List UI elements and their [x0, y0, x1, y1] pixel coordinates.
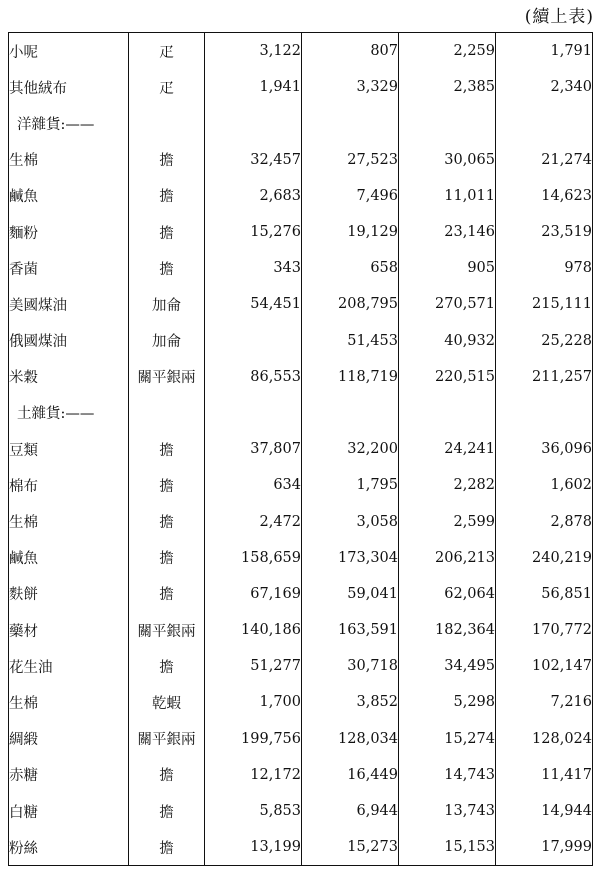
unit-cell: 擔 — [129, 829, 205, 866]
value-col2-cell: 7,496 — [302, 178, 399, 214]
unit-cell: 疋 — [129, 33, 205, 70]
item-name-cell: 生棉 — [9, 503, 129, 539]
value-col4-cell: 23,519 — [496, 214, 593, 250]
item-name-cell: 豆類 — [9, 431, 129, 467]
value-col1-cell: 37,807 — [205, 431, 302, 467]
value-col2-cell: 658 — [302, 250, 399, 286]
value-col2-cell — [302, 105, 399, 141]
table-row — [9, 214, 593, 250]
item-name-cell: 生棉 — [9, 684, 129, 720]
value-col3-cell: 24,241 — [399, 431, 496, 467]
table-row — [9, 323, 593, 359]
value-col3-cell: 206,213 — [399, 540, 496, 576]
unit-cell: 加侖 — [129, 286, 205, 322]
unit-cell: 擔 — [129, 648, 205, 684]
value-col2-cell — [302, 395, 399, 431]
table-row — [9, 540, 593, 576]
item-name-cell: 白糖 — [9, 793, 129, 829]
item-name-cell: 其他絨布 — [9, 69, 129, 105]
value-col3-cell: 2,259 — [399, 33, 496, 70]
value-col2-cell: 3,058 — [302, 503, 399, 539]
value-col2-cell: 163,591 — [302, 612, 399, 648]
unit-cell: 擔 — [129, 178, 205, 214]
section-label: 洋雜貨:—— — [9, 105, 129, 141]
unit-cell: 擔 — [129, 467, 205, 503]
unit-cell: 擔 — [129, 214, 205, 250]
value-col3-cell: 220,515 — [399, 359, 496, 395]
value-col3-cell: 2,599 — [399, 503, 496, 539]
unit-cell: 關平銀兩 — [129, 359, 205, 395]
item-name-cell: 俄國煤油 — [9, 323, 129, 359]
value-col2-cell: 32,200 — [302, 431, 399, 467]
unit-cell: 擔 — [129, 142, 205, 178]
value-col3-cell: 2,282 — [399, 467, 496, 503]
table-row — [9, 178, 593, 214]
value-col2-cell: 19,129 — [302, 214, 399, 250]
value-col2-cell: 1,795 — [302, 467, 399, 503]
item-name-cell: 棉布 — [9, 467, 129, 503]
table-row — [9, 757, 593, 793]
unit-cell — [129, 105, 205, 141]
table-row — [9, 684, 593, 720]
trade-table — [8, 32, 593, 866]
table-row — [9, 612, 593, 648]
table-row — [9, 793, 593, 829]
value-col1-cell: 140,186 — [205, 612, 302, 648]
table-row — [9, 33, 593, 70]
value-col4-cell: 2,878 — [496, 503, 593, 539]
table-row — [9, 286, 593, 322]
value-col1-cell: 67,169 — [205, 576, 302, 612]
unit-cell: 擔 — [129, 540, 205, 576]
value-col1-cell: 3,122 — [205, 33, 302, 70]
value-col2-cell: 208,795 — [302, 286, 399, 322]
value-col4-cell: 1,602 — [496, 467, 593, 503]
item-name-cell: 米穀 — [9, 359, 129, 395]
value-col3-cell: 270,571 — [399, 286, 496, 322]
unit-cell: 擔 — [129, 250, 205, 286]
unit-cell: 擔 — [129, 576, 205, 612]
value-col1-cell: 15,276 — [205, 214, 302, 250]
section-label: 土雜貨:—— — [9, 395, 129, 431]
unit-cell: 擔 — [129, 757, 205, 793]
value-col1-cell: 158,659 — [205, 540, 302, 576]
value-col3-cell: 62,064 — [399, 576, 496, 612]
value-col4-cell: 56,851 — [496, 576, 593, 612]
value-col3-cell — [399, 105, 496, 141]
item-name-cell: 粉絲 — [9, 829, 129, 866]
unit-cell: 乾蝦 — [129, 684, 205, 720]
value-col4-cell: 14,944 — [496, 793, 593, 829]
value-col2-cell: 118,719 — [302, 359, 399, 395]
value-col3-cell: 14,743 — [399, 757, 496, 793]
value-col2-cell: 59,041 — [302, 576, 399, 612]
value-col1-cell: 54,451 — [205, 286, 302, 322]
table-row — [9, 69, 593, 105]
item-name-cell: 香菌 — [9, 250, 129, 286]
value-col4-cell: 240,219 — [496, 540, 593, 576]
item-name-cell: 花生油 — [9, 648, 129, 684]
value-col4-cell: 128,024 — [496, 721, 593, 757]
table-row — [9, 250, 593, 286]
table-row — [9, 142, 593, 178]
value-col4-cell: 170,772 — [496, 612, 593, 648]
value-col1-cell: 12,172 — [205, 757, 302, 793]
continued-label: (續上表) — [524, 7, 594, 27]
table-row — [9, 467, 593, 503]
value-col3-cell: 5,298 — [399, 684, 496, 720]
value-col3-cell: 34,495 — [399, 648, 496, 684]
value-col2-cell: 51,453 — [302, 323, 399, 359]
section-header-row — [9, 395, 593, 431]
value-col4-cell: 211,257 — [496, 359, 593, 395]
value-col3-cell: 182,364 — [399, 612, 496, 648]
value-col3-cell: 23,146 — [399, 214, 496, 250]
value-col4-cell: 978 — [496, 250, 593, 286]
table-body — [9, 33, 593, 866]
table-row — [9, 829, 593, 866]
value-col1-cell: 2,472 — [205, 503, 302, 539]
value-col1-cell: 343 — [205, 250, 302, 286]
item-name-cell: 麩餅 — [9, 576, 129, 612]
value-col2-cell: 3,329 — [302, 69, 399, 105]
value-col2-cell: 27,523 — [302, 142, 399, 178]
value-col4-cell: 2,340 — [496, 69, 593, 105]
item-name-cell: 小呢 — [9, 33, 129, 70]
value-col4-cell — [496, 395, 593, 431]
unit-cell — [129, 395, 205, 431]
value-col1-cell — [205, 323, 302, 359]
value-col4-cell: 1,791 — [496, 33, 593, 70]
unit-cell: 加侖 — [129, 323, 205, 359]
value-col2-cell: 173,304 — [302, 540, 399, 576]
table-row — [9, 721, 593, 757]
value-col2-cell: 6,944 — [302, 793, 399, 829]
value-col4-cell: 36,096 — [496, 431, 593, 467]
unit-cell: 擔 — [129, 503, 205, 539]
item-name-cell: 綢緞 — [9, 721, 129, 757]
item-name-cell: 生棉 — [9, 142, 129, 178]
value-col4-cell: 215,111 — [496, 286, 593, 322]
value-col1-cell: 13,199 — [205, 829, 302, 866]
value-col2-cell: 30,718 — [302, 648, 399, 684]
unit-cell: 擔 — [129, 793, 205, 829]
value-col4-cell: 11,417 — [496, 757, 593, 793]
item-name-cell: 麵粉 — [9, 214, 129, 250]
section-header-row — [9, 105, 593, 141]
value-col4-cell: 102,147 — [496, 648, 593, 684]
unit-cell: 疋 — [129, 69, 205, 105]
value-col4-cell: 25,228 — [496, 323, 593, 359]
item-name-cell: 藥材 — [9, 612, 129, 648]
value-col1-cell: 1,700 — [205, 684, 302, 720]
value-col3-cell: 2,385 — [399, 69, 496, 105]
value-col1-cell: 5,853 — [205, 793, 302, 829]
item-name-cell: 鹹魚 — [9, 178, 129, 214]
value-col1-cell: 199,756 — [205, 721, 302, 757]
item-name-cell: 赤糖 — [9, 757, 129, 793]
value-col1-cell: 1,941 — [205, 69, 302, 105]
value-col3-cell: 13,743 — [399, 793, 496, 829]
value-col1-cell: 86,553 — [205, 359, 302, 395]
value-col1-cell: 634 — [205, 467, 302, 503]
value-col2-cell: 128,034 — [302, 721, 399, 757]
value-col2-cell: 3,852 — [302, 684, 399, 720]
table-row — [9, 503, 593, 539]
value-col4-cell: 17,999 — [496, 829, 593, 866]
table-row — [9, 359, 593, 395]
value-col4-cell: 7,216 — [496, 684, 593, 720]
unit-cell: 關平銀兩 — [129, 612, 205, 648]
value-col1-cell — [205, 105, 302, 141]
item-name-cell: 鹹魚 — [9, 540, 129, 576]
value-col4-cell: 21,274 — [496, 142, 593, 178]
value-col3-cell: 15,274 — [399, 721, 496, 757]
unit-cell: 擔 — [129, 431, 205, 467]
table-row — [9, 431, 593, 467]
value-col3-cell: 40,932 — [399, 323, 496, 359]
unit-cell: 關平銀兩 — [129, 721, 205, 757]
value-col1-cell: 32,457 — [205, 142, 302, 178]
value-col1-cell: 51,277 — [205, 648, 302, 684]
value-col1-cell — [205, 395, 302, 431]
item-name-cell: 美國煤油 — [9, 286, 129, 322]
value-col2-cell: 15,273 — [302, 829, 399, 866]
value-col2-cell: 807 — [302, 33, 399, 70]
value-col3-cell: 11,011 — [399, 178, 496, 214]
value-col2-cell: 16,449 — [302, 757, 399, 793]
table-row — [9, 576, 593, 612]
value-col3-cell: 905 — [399, 250, 496, 286]
value-col3-cell — [399, 395, 496, 431]
value-col3-cell: 15,153 — [399, 829, 496, 866]
value-col4-cell — [496, 105, 593, 141]
value-col1-cell: 2,683 — [205, 178, 302, 214]
table-row — [9, 648, 593, 684]
value-col3-cell: 30,065 — [399, 142, 496, 178]
value-col4-cell: 14,623 — [496, 178, 593, 214]
